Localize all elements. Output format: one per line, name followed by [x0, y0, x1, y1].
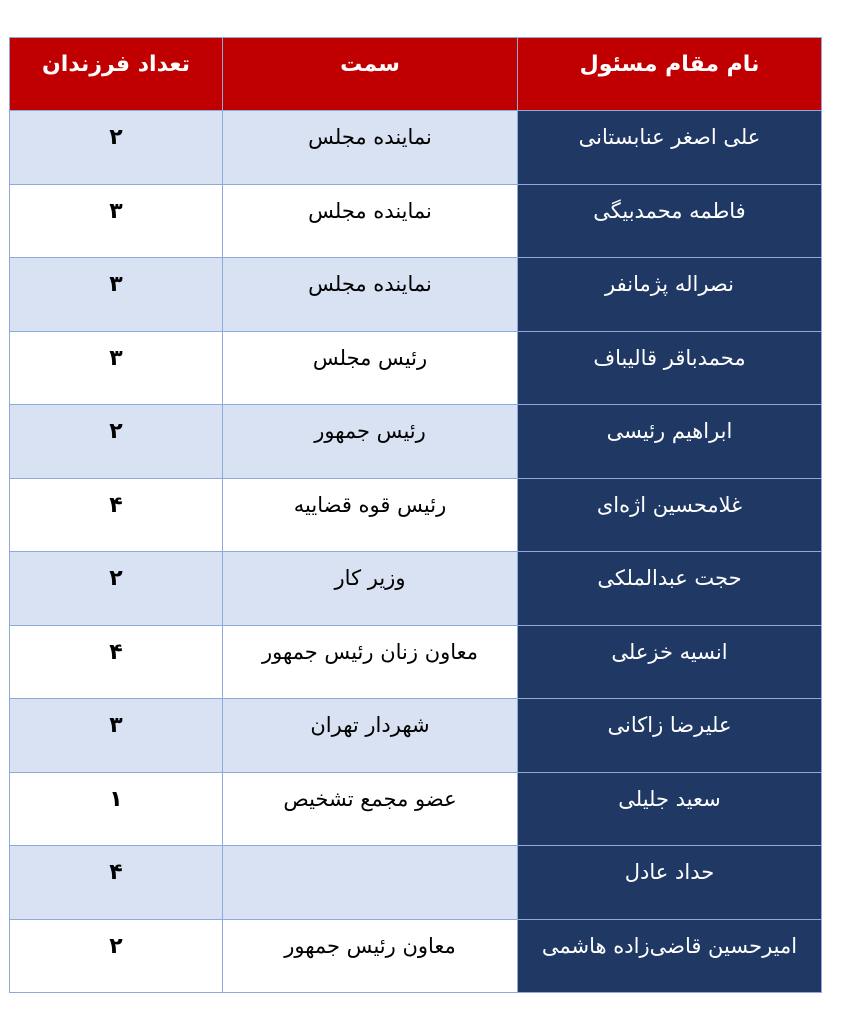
children-count-cell: ۳	[10, 258, 223, 332]
official-name-cell: سعید جلیلی	[518, 772, 822, 846]
official-name-cell: علیرضا زاکانی	[518, 699, 822, 773]
position-cell: نماینده مجلس	[223, 111, 518, 185]
children-count-cell: ۲	[10, 111, 223, 185]
table-row	[10, 552, 822, 626]
official-name-cell: ابراهیم رئیسی	[518, 405, 822, 479]
table-row	[10, 625, 822, 699]
position-cell: نماینده مجلس	[223, 184, 518, 258]
official-name-cell: غلامحسین اژه‌ای	[518, 478, 822, 552]
children-count-cell: ۳	[10, 331, 223, 405]
table-header-row	[10, 38, 822, 111]
position-cell: رئیس مجلس	[223, 331, 518, 405]
official-name-cell: امیرحسین قاضی‌زاده هاشمی	[518, 919, 822, 993]
position-cell: معاون زنان رئیس جمهور	[223, 625, 518, 699]
official-name-cell: نصراله پژمانفر	[518, 258, 822, 332]
table-row	[10, 772, 822, 846]
official-name-cell: فاطمه محمدبیگی	[518, 184, 822, 258]
officials-table-container	[9, 37, 821, 993]
position-cell: رئیس قوه قضاییه	[223, 478, 518, 552]
table-row	[10, 184, 822, 258]
position-cell: رئیس جمهور	[223, 405, 518, 479]
header-children-count: تعداد فرزندان	[10, 38, 223, 111]
position-cell	[223, 846, 518, 920]
children-count-cell: ۱	[10, 772, 223, 846]
official-name-cell: حجت عبدالملکی	[518, 552, 822, 626]
table-row	[10, 111, 822, 185]
table-row	[10, 699, 822, 773]
position-cell: شهردار تهران	[223, 699, 518, 773]
position-cell: معاون رئیس جمهور	[223, 919, 518, 993]
official-name-cell: علی اصغر عنابستانی	[518, 111, 822, 185]
table-row	[10, 331, 822, 405]
header-official-name: نام مقام مسئول	[518, 38, 822, 111]
children-count-cell: ۴	[10, 846, 223, 920]
children-count-cell: ۲	[10, 405, 223, 479]
table-row	[10, 919, 822, 993]
children-count-cell: ۴	[10, 478, 223, 552]
position-cell: وزیر کار	[223, 552, 518, 626]
children-count-cell: ۲	[10, 919, 223, 993]
table-row	[10, 478, 822, 552]
children-count-cell: ۲	[10, 552, 223, 626]
table-row	[10, 405, 822, 479]
official-name-cell: محمدباقر قالیباف	[518, 331, 822, 405]
table-row	[10, 846, 822, 920]
header-position: سمت	[223, 38, 518, 111]
officials-children-table	[9, 37, 822, 993]
position-cell: عضو مجمع تشخیص	[223, 772, 518, 846]
table-row	[10, 258, 822, 332]
official-name-cell: انسیه خزعلی	[518, 625, 822, 699]
children-count-cell: ۴	[10, 625, 223, 699]
official-name-cell: حداد عادل	[518, 846, 822, 920]
children-count-cell: ۳	[10, 184, 223, 258]
children-count-cell: ۳	[10, 699, 223, 773]
position-cell: نماینده مجلس	[223, 258, 518, 332]
